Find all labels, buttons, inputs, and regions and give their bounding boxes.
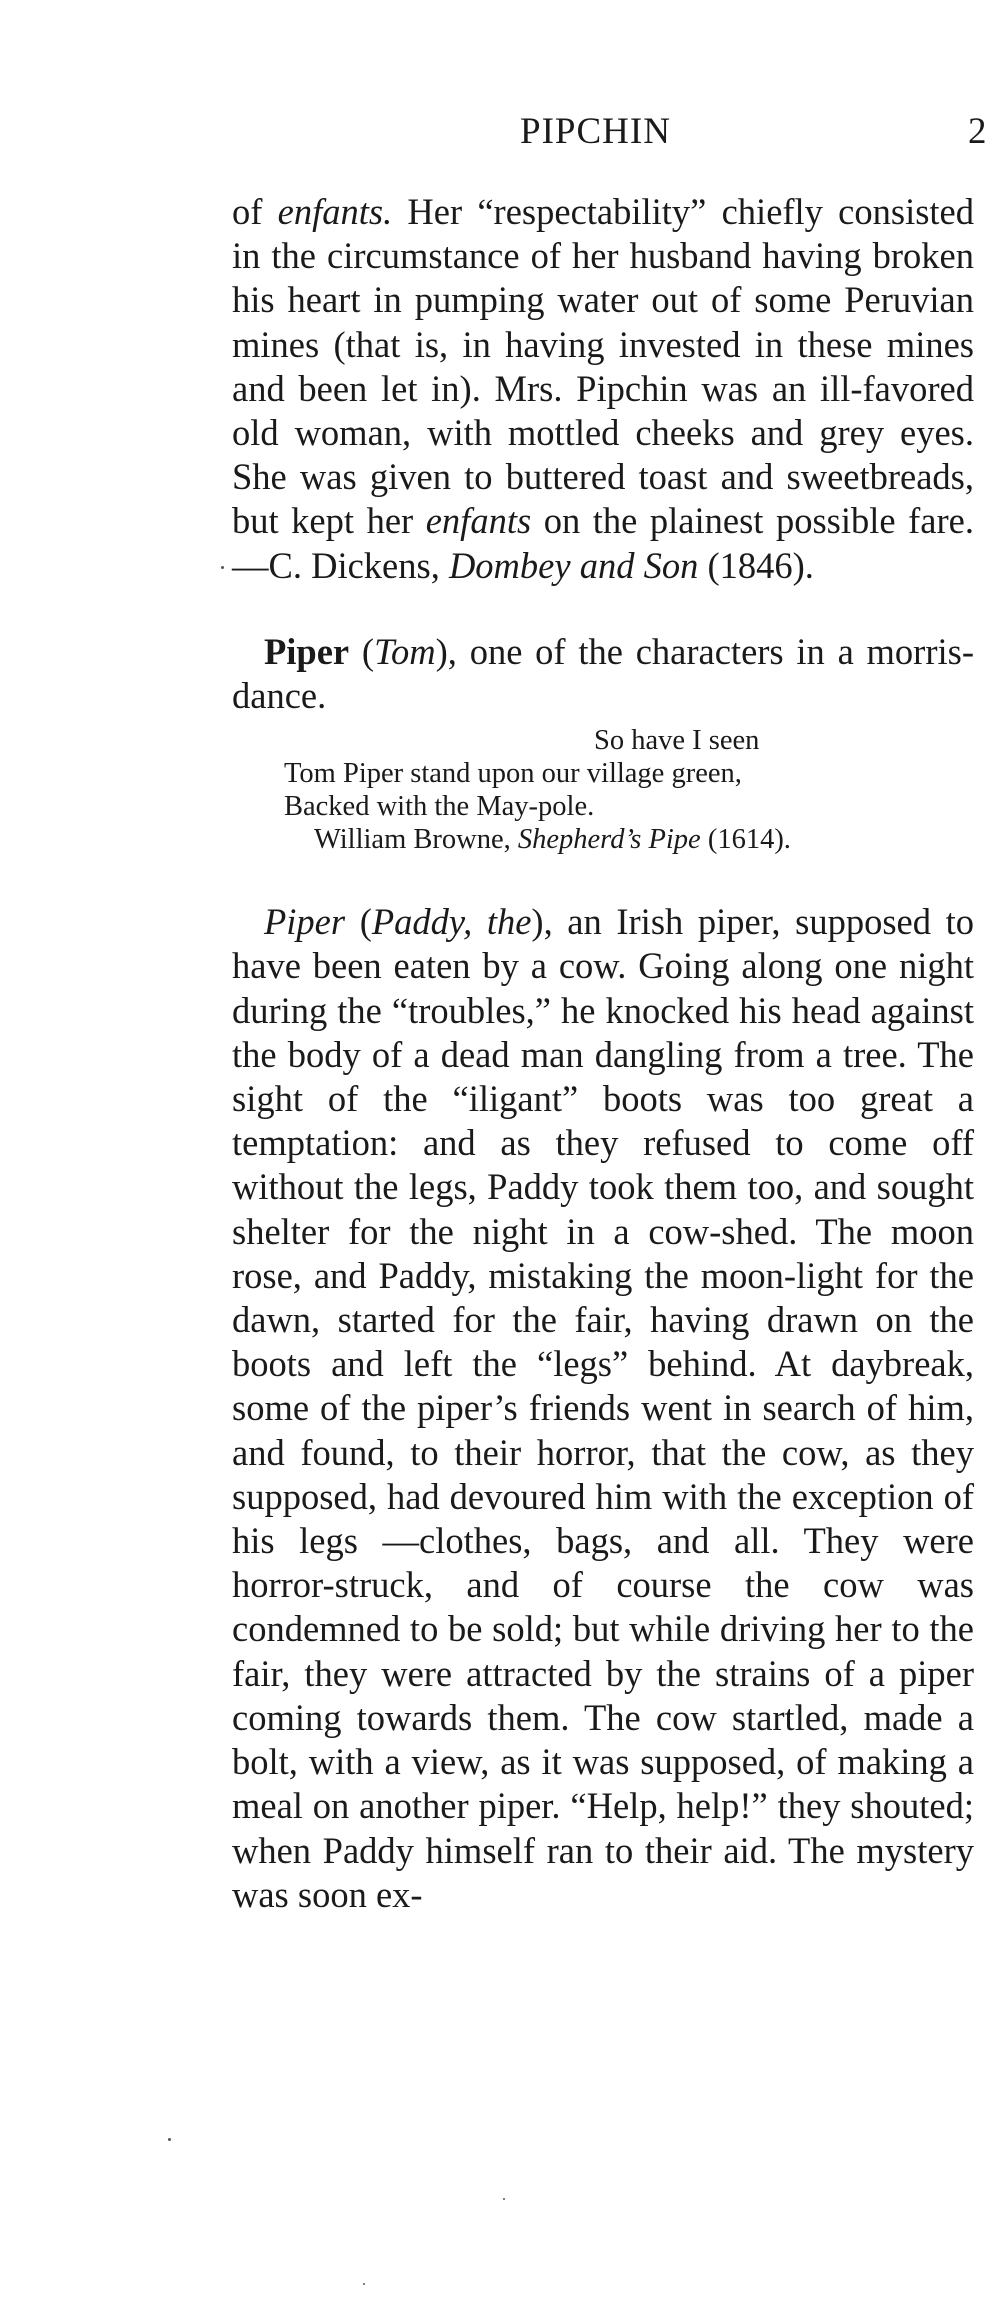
pipchin-entry-continuation: [232, 190, 974, 588]
piper-paddy-body: ), an Irish piper, supposed to have been eaten by a cow. Going along one night during the “troubles,” he knocked his head against the body of a dead man dangling from a tree. The sight of the “iligant” boots was too great a temptation: and as they refused to come off without the legs, Paddy took them too, and sought shelter for the night in a cow-shed. The moon rose, and Paddy, mistaking the moon-light for the dawn, started for the fair, having drawn on the boots and left the “legs” behind. At daybreak, some of the piper’s friends went in search of him, and found, to their horror, that the cow, as they supposed, had devoured him with the exception of his legs —clothes, bags, and all. They were horror-struck, and of course the cow was condemned to be sold; but while driving her to the fair, they were attracted by the strains of a piper coming towards them. The cow startled, made a bolt, with a view, as it was supposed, of making a meal on another piper. “Help, help!” they shouted; when Paddy himself ran to their aid. The mystery was soon ex-: [232, 901, 975, 1915]
verse-citation: [284, 823, 974, 856]
pipchin-source-title: Dombey and Son: [448, 544, 699, 586]
page-number: 2: [968, 111, 987, 152]
piper-paddy-paren: (: [345, 901, 372, 943]
running-head: [0, 110, 1000, 160]
piper-paddy-entry: [232, 900, 974, 1917]
verse-cite-author: William Browne,: [314, 824, 518, 856]
scan-speck-4: [363, 2283, 365, 2285]
verse-cite-title: Shepherd’s Pipe: [517, 824, 701, 856]
pipchin-text-3: on the plainest possible fare.—C. Dickens,: [232, 500, 974, 586]
verse-quotation: [284, 724, 974, 856]
verse-cite-year: (1614).: [700, 824, 791, 856]
piper-tom-headword: Piper: [264, 630, 350, 672]
verse-line-1: So have I seen: [594, 725, 760, 757]
running-title: PIPCHIN: [520, 111, 671, 152]
piper-paddy-headword: Piper: [264, 901, 346, 943]
piper-tom-entry: [232, 630, 974, 718]
piper-tom-paren: (: [349, 630, 375, 672]
pipchin-text-2: Her “respectability” chiefly consisted in the circumstance of her husband having broken his heart in pumping water out of some Peruvian mines (that is, in having invested in these mines and been let in). Mrs. Pipchin was an ill-favored old woman, with mottled cheeks and grey eyes. She was given to buttered toast and sweetbreads, but kept her: [232, 191, 974, 542]
scan-speck-1: [221, 566, 224, 569]
verse-line-2: Tom Piper stand upon our village green,: [284, 758, 742, 790]
pipchin-ital-enfants-2: enfants: [425, 500, 532, 542]
piper-tom-name: Tom: [374, 630, 436, 672]
pipchin-ital-enfants: enfants.: [277, 191, 393, 232]
verse-line-3: Backed with the May-pole.: [284, 791, 595, 823]
text-column: [232, 190, 974, 1917]
scan-speck-2: [168, 2138, 171, 2141]
piper-paddy-name: Paddy, the: [371, 901, 532, 943]
pipchin-source-year: (1846).: [698, 544, 814, 586]
piper-tom-definition: ), one of the characters in a morris-dance.: [232, 630, 974, 717]
pipchin-text-1: of: [232, 191, 278, 232]
scan-speck-3: [503, 2198, 505, 2200]
